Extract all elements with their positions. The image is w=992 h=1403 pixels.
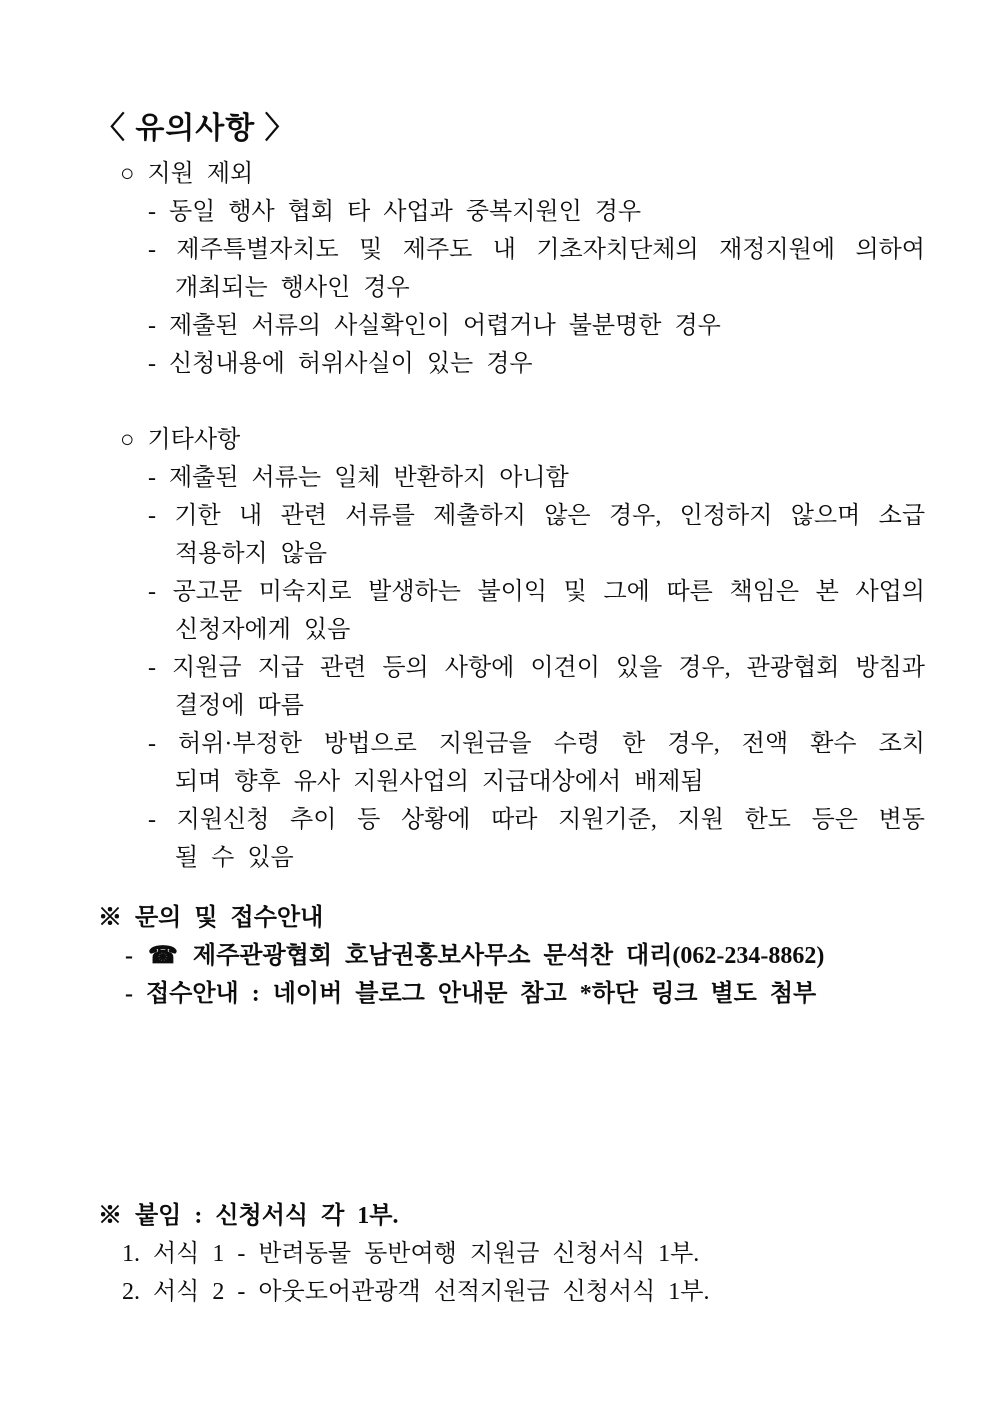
section-attachment (95, 1197, 925, 1311)
section-exclusion-heading: ○ 지원 제외 (120, 161, 254, 187)
etc-item-continuation: 될 수 있음 (175, 845, 294, 871)
section-etc-heading: ○ 기타사항 (120, 427, 241, 453)
exclusion-item-continuation: 개최되는 행사인 경우 (175, 275, 410, 301)
telephone-icon: ☎ (148, 943, 178, 969)
etc-item-continuation: 되며 향후 유사 지원사업의 지급대상에서 배제됨 (175, 769, 704, 795)
section-etc (95, 421, 925, 877)
contact-phone-text: 제주관광협회 호남권홍보사무소 문석찬 대리(062-234-8862) (192, 943, 825, 969)
attachment-item: 2. 서식 2 - 아웃도어관광객 선적지원금 신청서식 1부. (122, 1279, 710, 1305)
contact-reception-line: - 접수안내 : 네이버 블로그 안내문 참고 *하단 링크 별도 첨부 (125, 981, 817, 1007)
exclusion-item: - 제주특별자치도 및 제주도 내 기초자치단체의 재정지원에 의하여 (148, 237, 925, 263)
exclusion-item: - 신청내용에 허위사실이 있는 경우 (148, 351, 533, 377)
section-contact-heading: ※ 문의 및 접수안내 (98, 905, 324, 931)
exclusion-item: - 동일 행사 협회 타 사업과 중복지원인 경우 (148, 199, 642, 225)
section-contact (95, 899, 925, 1013)
etc-item: - 공고문 미숙지로 발생하는 불이익 및 그에 따른 책임은 본 사업의 (148, 579, 925, 605)
page-title: 〈 유의사항 〉 (95, 112, 296, 145)
attachment-item: 1. 서식 1 - 반려동물 동반여행 지원금 신청서식 1부. (122, 1241, 700, 1267)
etc-item: - 지원신청 추이 등 상황에 따라 지원기준, 지원 한도 등은 변동 (148, 807, 925, 833)
etc-item: - 허위·부정한 방법으로 지원금을 수령 한 경우, 전액 환수 조치 (148, 731, 925, 757)
blank-spacer (95, 383, 925, 421)
dash-marker: - (125, 943, 133, 969)
etc-item-continuation: 신청자에게 있음 (175, 617, 351, 643)
etc-item-continuation: 적용하지 않음 (175, 541, 328, 567)
exclusion-item: - 제출된 서류의 사실확인이 어렵거나 불분명한 경우 (148, 313, 721, 339)
section-exclusion (95, 155, 925, 383)
section-attachment-heading: ※ 붙임 : 신청서식 각 1부. (98, 1203, 399, 1229)
etc-item: - 기한 내 관련 서류를 제출하지 않은 경우, 인정하지 않으며 소급 (148, 503, 925, 529)
etc-item: - 지원금 지급 관련 등의 사항에 이견이 있을 경우, 관광협회 방침과 (148, 655, 925, 681)
blank-spacer (95, 1013, 925, 1197)
etc-item-continuation: 결정에 따름 (175, 693, 304, 719)
contact-phone-line (95, 937, 925, 975)
etc-item: - 제출된 서류는 일체 반환하지 아니함 (148, 465, 569, 491)
blank-spacer (95, 877, 925, 899)
